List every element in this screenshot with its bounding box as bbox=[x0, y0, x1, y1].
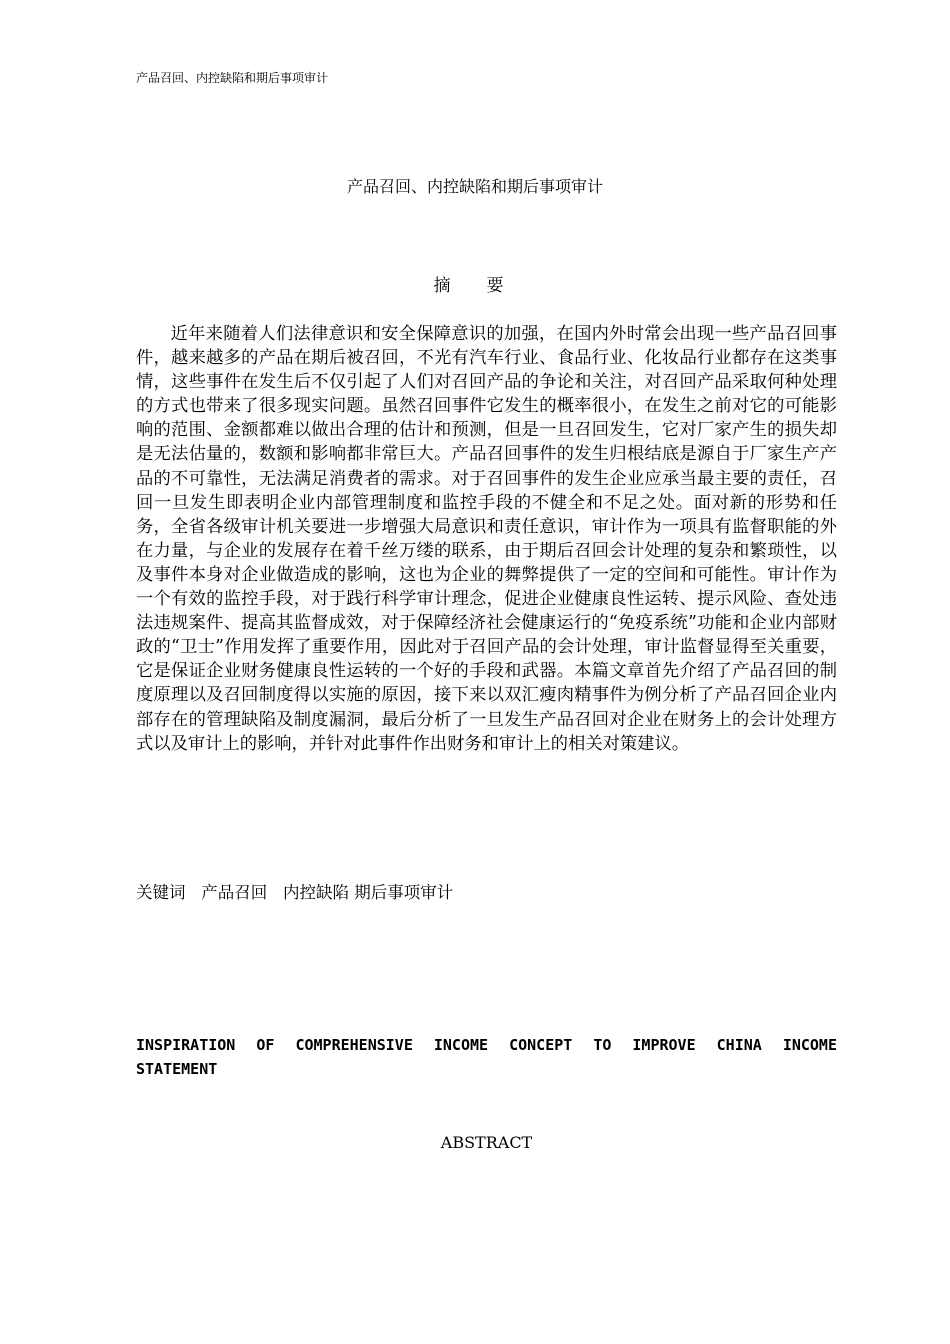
english-title: INSPIRATION OF COMPREHENSIVE INCOME CONCEPT TO IMPROVE CHINA INCOME STATEMENT bbox=[136, 1036, 837, 1078]
keywords-line: 关键词 产品召回 内控缺陷 期后事项审计 bbox=[136, 883, 454, 902]
document-title: 产品召回、内控缺陷和期后事项审计 bbox=[346, 177, 603, 196]
running-header: 产品召回、内控缺陷和期后事项审计 bbox=[136, 71, 329, 85]
abstract-body: 近年来随着人们法律意识和安全保障意识的加强，在国内外时常会出现一些产品召回事件，越来越多的产品在期后被召回，不光有汽车行业、食品行业、化妆品行业都存在这类事情，这些事件在发生后不仅引起了人们对召回产品的争论和关注，对召回产品采取何种处理的方式也带来了很多现实问题。虽然召回事件它发生的概率很小，在发生之前对它的可能影响的范围、金额都难以做出合理的估计和预测，但是一旦召回发生，它对厂家产生的损失却是无法估量的，数额和影响都非常巨大。产品召回事件的发生归根结底是源自于厂家生产产品的不可靠性，无法满足消费者的需求。对于召回事件的发生企业应承当最主要的责任，召回一旦发生即表明企业内部管理制度和监控手段的不健全和不足之处。面对新的形势和任务，全省各级审计机关要进一步增强大局意识和责任意识，审计作为一项具有监督职能的外在力量，与企业的发展存在着千丝万缕的联系，由于期后召回会计处理的复杂和繁琐性，以及事件本身对企业做造成的影响，这也为企业的舞弊提供了一定的空间和可能性。审计作为一个有效的监控手段，对于践行科学审计理念，促进企业健康良性运转、提示风险、查处违法违规案件、提高其监督成效，对于保障经济社会健康运行的“免疫系统”功能和企业内部财政的“卫士”作用发挥了重要作用，因此对于召回产品的会计处理，审计监督显得至关重要，它是保证企业财务健康良性运转的一个好的手段和武器。本篇文章首先介绍了产品召回的制度原理以及召回制度得以实施的原因，接下来以双汇瘦肉精事件为例分析了产品召回企业内部存在的管理缺陷及制度漏洞，最后分析了一旦发生产品召回对企业在财务上的会计处理方式以及审计上的影响，并针对此事件作出财务和审计上的相关对策建议。 bbox=[136, 324, 837, 754]
english-abstract-heading: ABSTRACT bbox=[440, 1133, 533, 1152]
abstract-heading: 摘要 bbox=[433, 276, 540, 296]
